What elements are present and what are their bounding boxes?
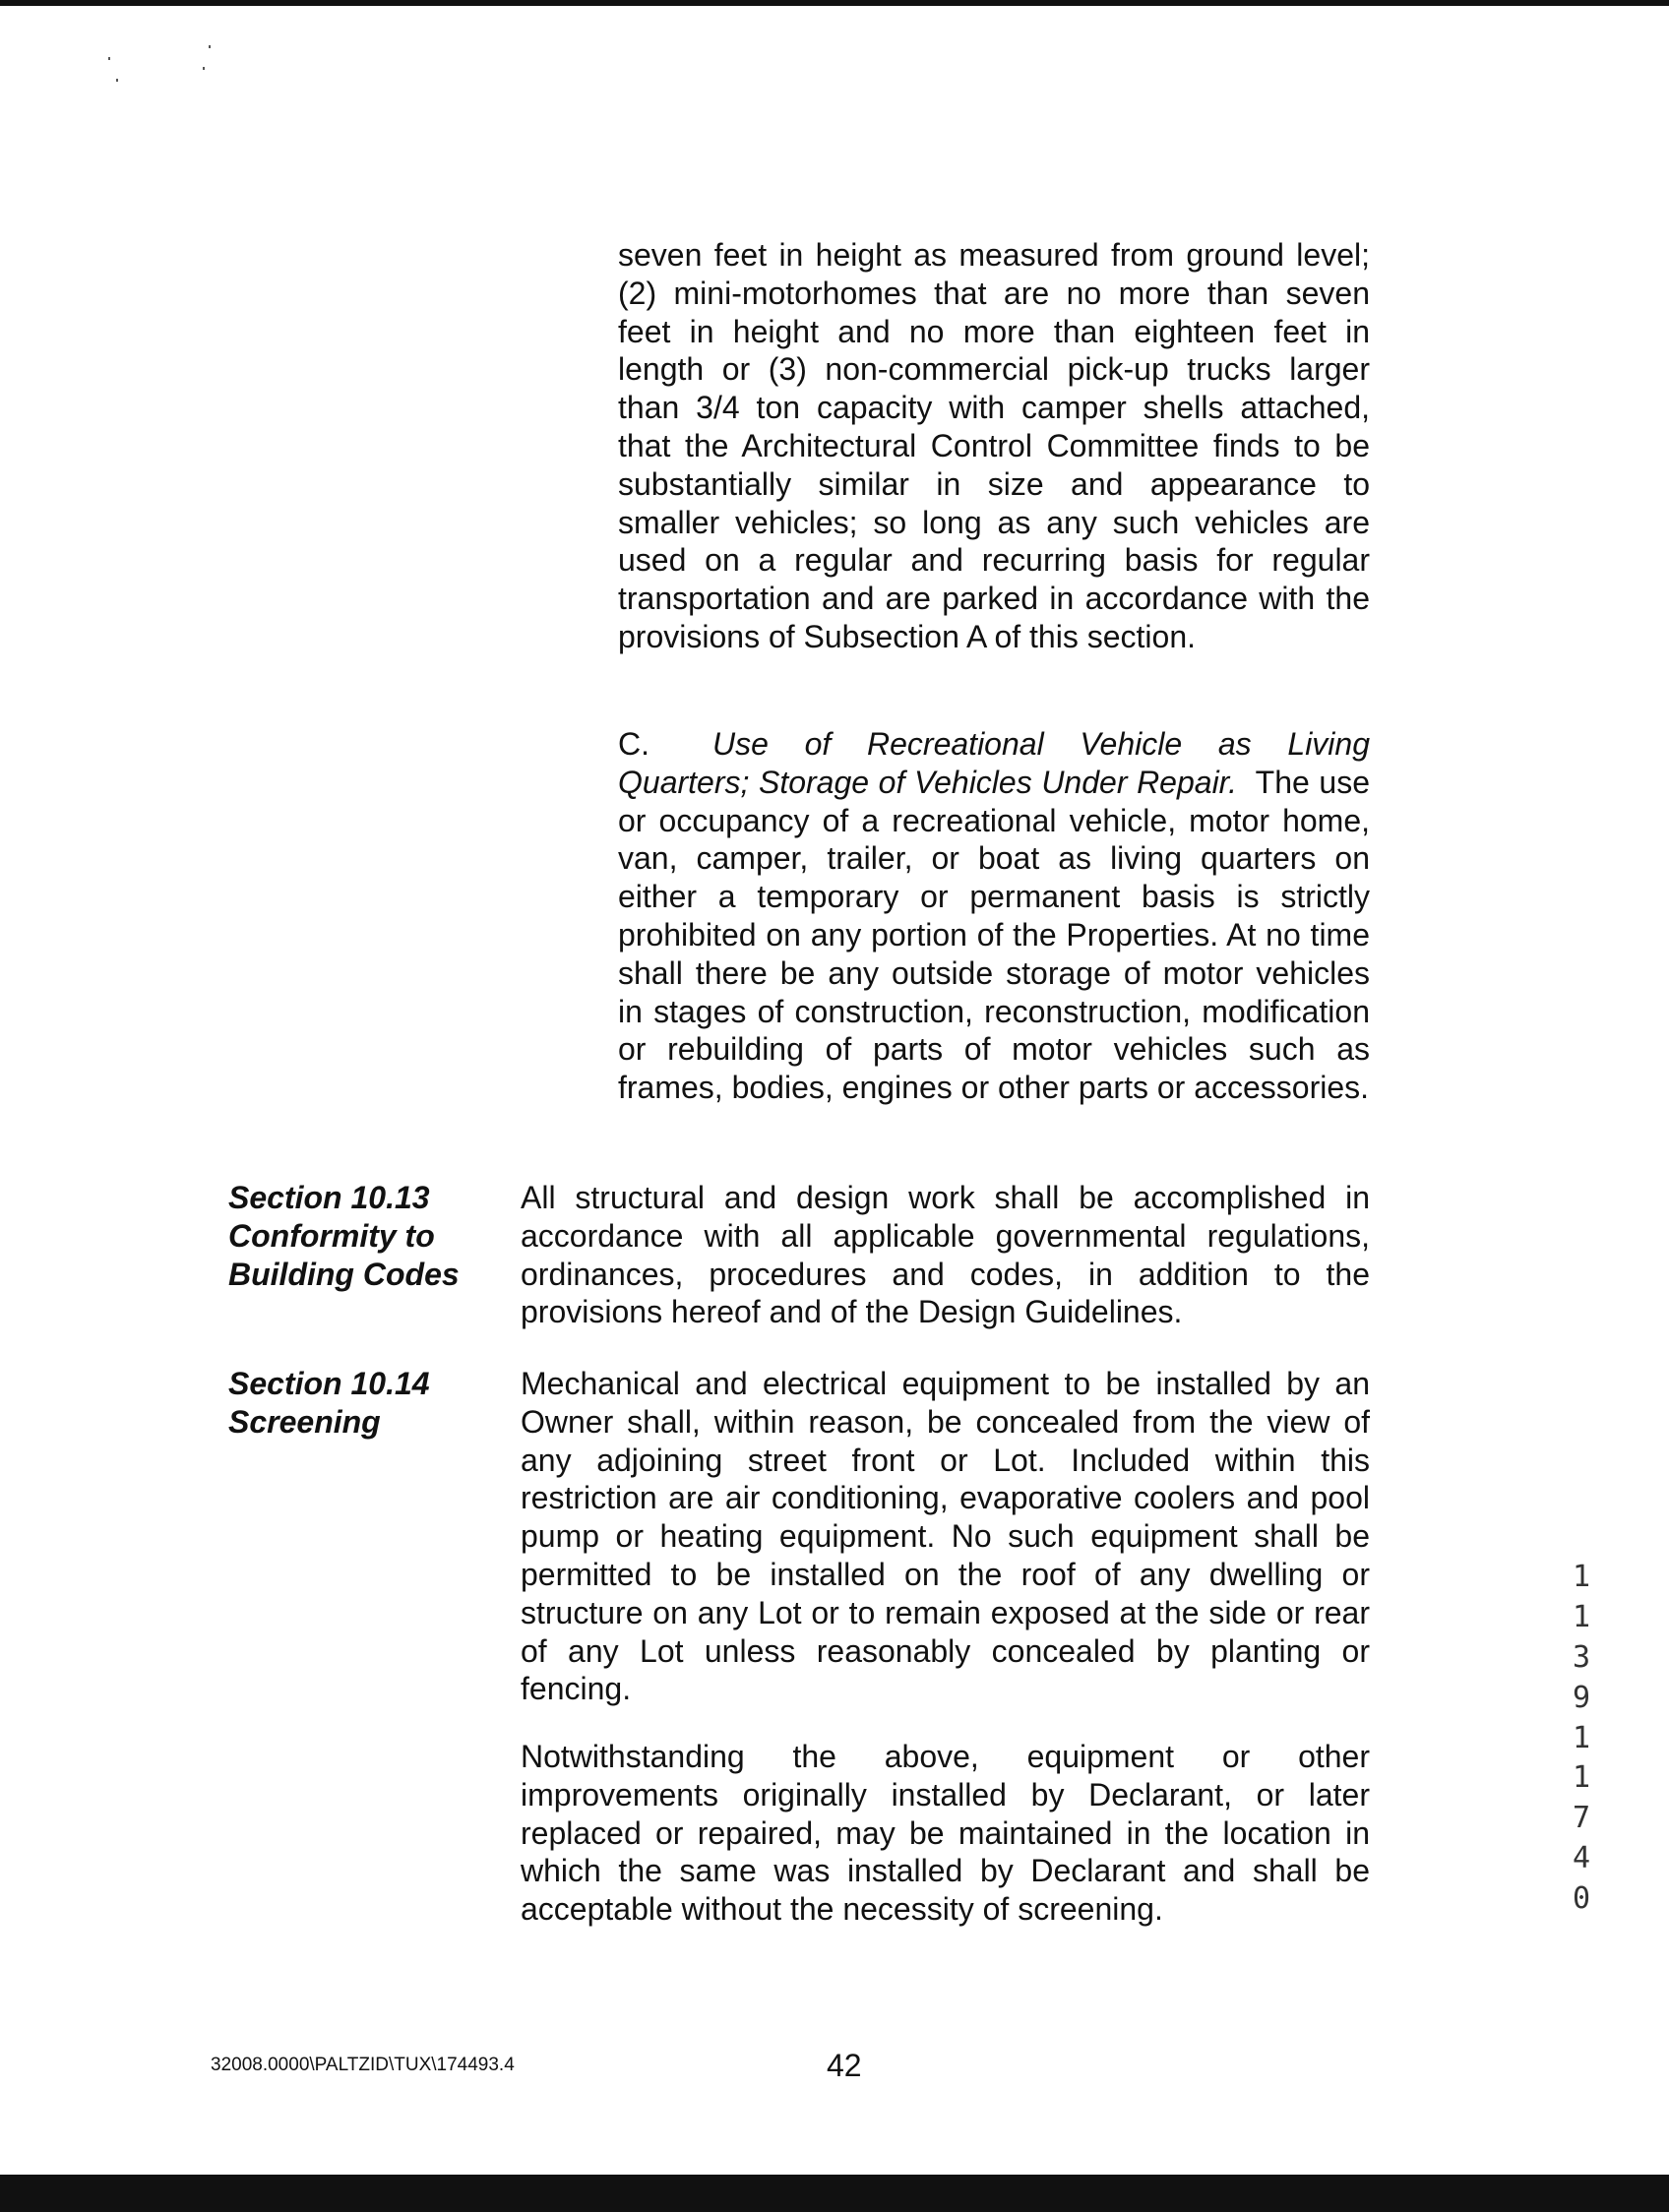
section-10-14-number: Section 10.14 xyxy=(228,1366,430,1401)
stamp-digit: 1 xyxy=(1572,1721,1591,1755)
scan-speck xyxy=(209,45,211,48)
stamp-digit: 1 xyxy=(1572,1760,1591,1795)
recording-stamp-upper xyxy=(1568,1557,1595,1758)
stamp-digit: 9 xyxy=(1572,1681,1591,1715)
section-10-13-title-line1: Conformity to xyxy=(228,1217,435,1254)
scan-border-bottom xyxy=(0,2175,1669,2212)
scan-speck xyxy=(116,79,118,82)
section-10-14-title: Screening xyxy=(228,1403,381,1440)
stamp-digit: 1 xyxy=(1572,1600,1591,1634)
recording-stamp-lower xyxy=(1568,1757,1595,1919)
paragraph-b-continued: seven feet in height as measured from ground level; (2) mini-motorhomes that are no more than seven feet in height and no more than eighteen feet in length or (3) non-commercial pick-up trucks larger than 3/4 ton capacity with camper shells attached, that the Architectural Control Committee finds to be substantially similar in size and appearance to smaller vehicles; so long as any such vehicles are used on a regular and recurring basis for regular transportation and are parked in accordance with the provisions of Subsection A of this section. xyxy=(618,237,1370,654)
scan-border-top xyxy=(0,0,1669,6)
subsection-c-body: The use or occupancy of a recreational vehicle, motor home, van, camper, trailer, or boat as living quarters on either a temporary or permanent basis is strictly prohibited on any portion of the Properties. At no time shall there be any outside storage of motor vehicles in stages of construction, reconstruction, modification or rebuilding of parts of motor vehicles such as frames, bodies, engines or other parts or accessories. xyxy=(618,764,1371,1106)
stamp-digit: 7 xyxy=(1572,1801,1591,1835)
section-10-13-number: Section 10.13 xyxy=(228,1180,430,1215)
stamp-digit: 4 xyxy=(1572,1841,1591,1875)
page-number: 42 xyxy=(827,2048,862,2083)
section-10-13-title-line2: Building Codes xyxy=(228,1256,460,1292)
section-10-13-body: All structural and design work shall be accomplished in accordance with all applicable governmental regulations, ordinances, procedures and codes, in addition to the provisions hereof and of the Design Guidelines. xyxy=(521,1180,1370,1330)
footer-document-reference: 32008.0000\PALTZID\TUX\174493.4 xyxy=(211,2055,515,2075)
stamp-digit: 0 xyxy=(1572,1881,1591,1916)
stamp-digit: 3 xyxy=(1572,1640,1591,1675)
subsection-c-label: C. xyxy=(618,726,649,762)
section-10-14-heading xyxy=(228,1365,484,1442)
section-10-13-heading xyxy=(228,1179,484,1293)
scan-speck xyxy=(108,57,110,60)
section-10-14-body-1: Mechanical and electrical equipment to be installed by an Owner shall, within reason, be concealed from the view of any adjoining street front or Lot. Included within this restriction are air conditioning, evaporative coolers and pool pump or heating equipment. No such equipment shall be permitted to be installed on the roof of any dwelling or structure on any Lot or to remain exposed at the side or rear of any Lot unless reasonably concealed by planting or fencing. xyxy=(521,1366,1370,1707)
subsection-c xyxy=(618,725,1370,1107)
subsection-c-title: Use of Recreational Vehicle as Living Quarters; Storage of Vehicles Under Repair. xyxy=(618,726,1370,800)
stamp-digit: 1 xyxy=(1572,1560,1591,1594)
section-10-14-body-2: Notwithstanding the above, equipment or other improvements originally installed by Declarant, or later replaced or repaired, may be maintained in the location in which the same was installed by Declarant and shall be acceptable without the necessity of screening. xyxy=(521,1739,1370,1928)
scan-speck xyxy=(203,67,205,70)
